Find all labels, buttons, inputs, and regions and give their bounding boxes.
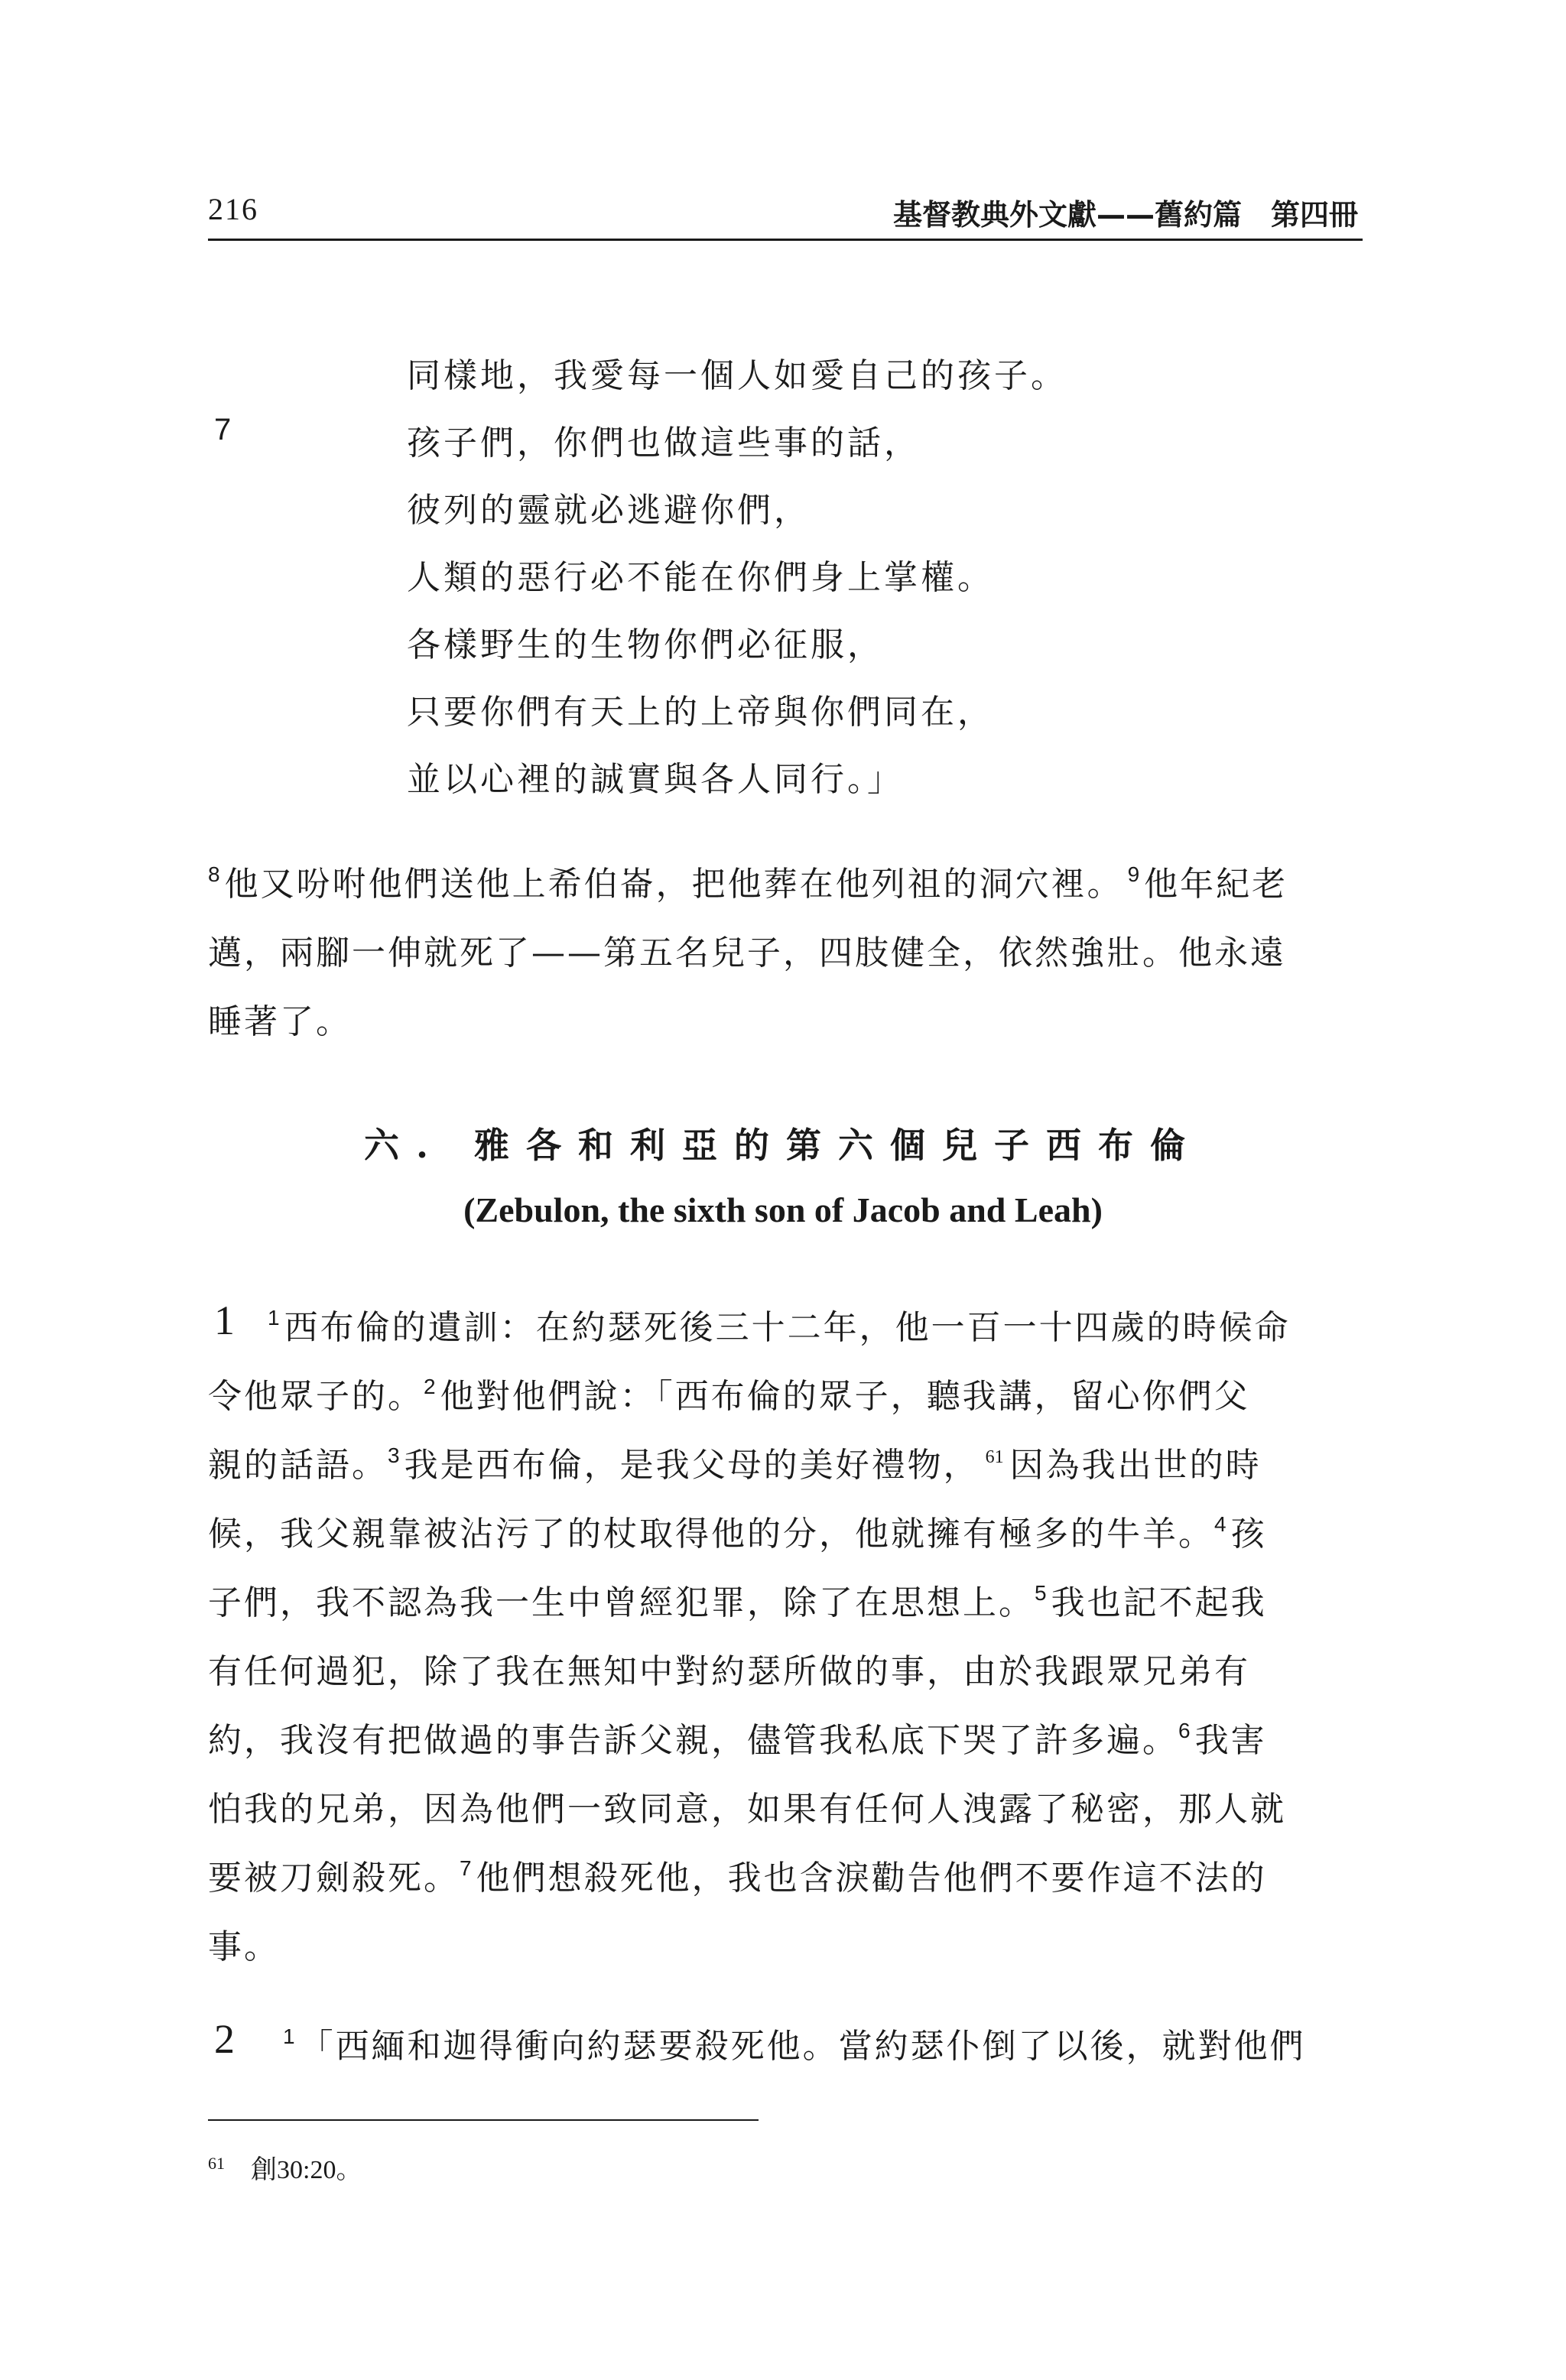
verse-number: 1 xyxy=(268,1306,280,1330)
chapter-number: 2 xyxy=(214,2016,235,2062)
poem-line: 人類的惡行必不能在你們身上掌權。 xyxy=(407,558,994,597)
paragraph-line: 事。 xyxy=(208,1927,280,1966)
paragraph-line: 候，我父親靠被沾污了的杖取得他的分，他就擁有極多的牛羊。$^4$ 孩 xyxy=(208,1512,1267,1554)
footnote-ref: 61 xyxy=(208,2154,225,2173)
poem-line: 同樣地，我愛每一個人如愛自己的孩子。 xyxy=(407,356,1067,395)
section-title: 六. 雅各和利亞的第六個兒子西布倫 xyxy=(363,1125,1203,1166)
verse-number: 2 xyxy=(424,1375,436,1398)
running-title: 基督教典外文獻——舊約篇 第四冊 xyxy=(892,198,1358,232)
verse-number: 5 xyxy=(1035,1581,1047,1605)
verse-number: 3 xyxy=(388,1443,400,1467)
verse-number: 7 xyxy=(460,1856,472,1880)
footnote-text: 創30:20。 xyxy=(251,2156,362,2184)
footnote xyxy=(208,2148,362,2186)
verse-number-margin: 7 xyxy=(214,413,232,446)
chapter-number: 1 xyxy=(214,1297,235,1343)
paragraph-line: $^8$ 他又吩咐他們送他上希伯崙，把他葬在他列祖的洞穴裡。 $^9$ 他年紀老 xyxy=(208,862,1288,904)
page-number: 216 xyxy=(208,192,258,226)
poem-line: 只要你們有天上的上帝與你們同在， xyxy=(407,693,994,732)
paragraph-line: $^1$ 「西緬和迦得衝向約瑟要殺死他。當約瑟仆倒了以後，就對他們 xyxy=(283,2024,1306,2066)
section-subtitle: (Zebulon, the sixth son of Jacob and Leah) xyxy=(463,1190,1103,1229)
footnote-rule xyxy=(208,2119,759,2121)
paragraph-line: 令他眾子的。$^2$ 他對他們說：「西布倫的眾子，聽我講，留心你們父 xyxy=(208,1375,1250,1416)
paragraph-line: 子們，我不認為我一生中曾經犯罪，除了在思想上。$^5$ 我也記不起我 xyxy=(208,1581,1267,1622)
poem-line: 彼列的靈就必逃避你們， xyxy=(407,491,811,530)
paragraph-line: 邁，兩腳一伸就死了——第五名兒子，四肢健全，依然強壯。他永遠 xyxy=(208,933,1286,972)
paragraph-line: 約，我沒有把做過的事告訴父親，儘管我私底下哭了許多遍。$^6$ 我害 xyxy=(208,1719,1267,1760)
paragraph-line: 有任何過犯，除了我在無知中對約瑟所做的事，由於我跟眾兄弟有 xyxy=(208,1652,1250,1691)
verse-number: 6 xyxy=(1178,1719,1191,1742)
footnote-marker[interactable]: 61 xyxy=(985,1447,1004,1467)
paragraph-line: $^1$ 西布倫的遺訓：在約瑟死後三十二年，他一百一十四歲的時候命 xyxy=(268,1306,1291,1347)
paragraph-line: 要被刀劍殺死。$^7$ 他們想殺死他，我也含淚勸告他們不要作這不法的 xyxy=(208,1856,1267,1898)
paragraph-line: 怕我的兄弟，因為他們一致同意，如果有任何人洩露了秘密，那人就 xyxy=(208,1790,1286,1829)
verse-number: 4 xyxy=(1214,1512,1226,1536)
header-rule xyxy=(208,239,1363,241)
poem-line: 各樣野生的生物你們必征服， xyxy=(407,625,884,664)
poem-line: 孩子們，你們也做這些事的話， xyxy=(407,424,921,463)
poem-line: 並以心裡的誠實與各人同行。」 xyxy=(407,760,904,799)
verse-number: 8 xyxy=(208,862,220,886)
paragraph-line: 親的話語。$^3$ 我是西布倫，是我父母的美好禮物， $^{61}$ 因為我出世的時 xyxy=(208,1443,1262,1485)
verse-number: 1 xyxy=(283,2024,295,2048)
verse-number: 9 xyxy=(1127,862,1140,886)
paragraph-line: 睡著了。 xyxy=(208,1002,352,1041)
